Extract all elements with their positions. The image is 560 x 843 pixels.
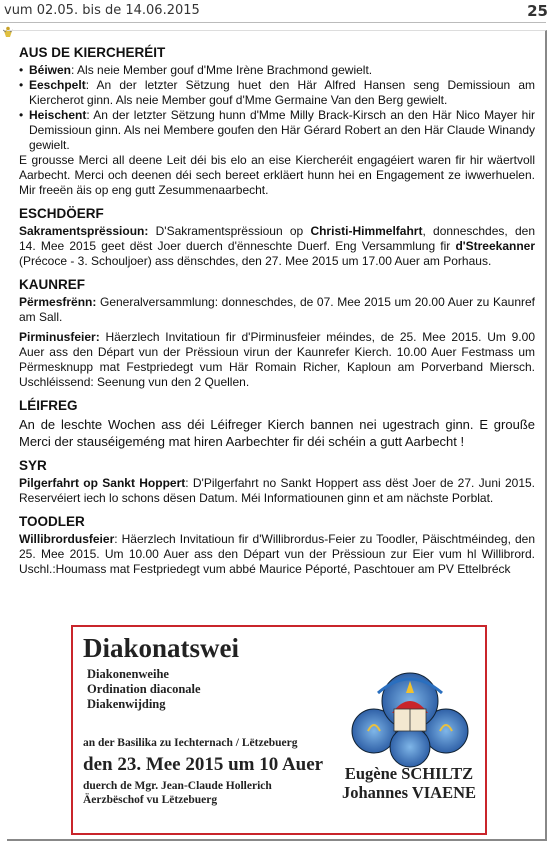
paragraph (19, 224, 535, 269)
paragraph (19, 532, 535, 577)
closing-text: E grousse Merci all deene Leit déi bis elo an eise Kiercheréit engagéiert waren fir hir wäertvoll Aarbecht. Merci och deenen déi sech bereet erkläert hunn hei en Engagement ze iwwerhuelen. Mir freeën äis op eng gutt Zesummenaarbecht. (19, 153, 535, 197)
section-title: LÉIFREG (19, 398, 78, 413)
ad-title: Diakonatswei (83, 633, 240, 663)
section-kaunref (19, 277, 535, 390)
paragraph-label: Willibrordusfeier (19, 532, 115, 546)
list-item (19, 78, 535, 108)
ad-candidates (339, 764, 479, 802)
paragraph: An de leschte Wochen ass déi Léifreger Kierch bannen nei ugestrach ginn. E grouße Merci der stauséigeméng mat hiren Aarbechter fir déi schéin a gutt Aarbecht ! (19, 417, 535, 449)
paragraph-label: Përmesfrënn: (19, 295, 97, 309)
date-range: vum 02.05. bis de 14.06.2015 (4, 3, 200, 18)
ad-officiant (83, 779, 272, 807)
item-text: : An der letzter Sëtzung huet den Här Alfred Hansen seng Demissioun am Kiercherot ginn. Als neie Member gouf d'Mme Germaine Van den Berg gewielt. (29, 78, 535, 107)
paragraph (19, 476, 535, 506)
section-leifreg (19, 398, 535, 450)
section-eschdoerf (19, 206, 535, 269)
page-header (0, 0, 560, 22)
section-syr (19, 458, 535, 506)
item-text: : An der letzter Sëtzung hunn d'Mme Milly Brack-Kirsch an den Här Nico Mayer hir Demissioun ginn. Als nei Membere goufen den Här Gérard Robert an den Här Claude Winandy gewielt. (29, 108, 535, 152)
section-toodler (19, 514, 535, 577)
section-title: AUS DE KIERCHERÉIT (19, 45, 166, 60)
ad-subtitle: Diakonenweihe (87, 667, 169, 681)
page-number: 25 (527, 2, 548, 20)
text-run: (Précoce - 3. Schouljoer) ass dënschdes, den 27. Mee 2015 um 17.00 Auer am Porhaus. (19, 254, 492, 268)
section-title: ESCHDÖERF (19, 206, 104, 221)
list-item (19, 108, 535, 153)
ad-date: den 23. Mee 2015 um 10 Auer (83, 754, 324, 775)
paragraph-text: : Häerzlech Invitatioun fir d'Willibrordus-Feier zu Toodler, Päischtméindeg, den 25. Mee 2015. Um 10.00 Auer ass den Départ vun der Prëssioun zur Eier vum hl Willibrord. Uschl.:Houmass mat Festpriedegt vum abbé Maurice Péporté, Paschtouer am PV Ettelbréck (19, 532, 535, 576)
ad-subtitle: Diakenwijding (87, 697, 166, 711)
place-label: Heischent (29, 108, 87, 122)
paragraph (19, 330, 535, 390)
item-text: : Als neie Member gouf d'Mme Irène Brachmond gewielt. (71, 63, 373, 77)
candidate-name: Eugène SCHILTZ (344, 764, 474, 783)
page-content (19, 45, 535, 577)
place-label: Béiwen (29, 63, 72, 77)
paragraph-text: Generalversammlung: donneschdes, de 07. Mee 2015 um 20.00 Auer zu Kaunref am Sall. (19, 295, 535, 324)
section-kiercheret (19, 45, 535, 198)
section-title: SYR (19, 458, 47, 473)
candidate-name: Johannes VIAENE (341, 783, 477, 802)
paragraph-label: Sakramentsprëssioun: (19, 224, 149, 238)
ad-subtitle: Ordination diaconale (87, 682, 201, 696)
list-item (19, 63, 535, 78)
ad-officiant-line: duerch de Mgr. Jean-Claude Hollerich (83, 780, 272, 792)
paragraph (19, 295, 535, 325)
ad-officiant-line: Äerzbëschof vu Lëtzebuerg (83, 794, 218, 806)
text-run-bold: Christi-Himmelfahrt (310, 224, 423, 238)
place-label: Eeschpelt (29, 78, 86, 92)
text-run-bold: d'Streekanner (455, 239, 535, 253)
paragraph-text: Häerzlech Invitatioun fir d'Pirminusfeier méindes, de 25. Mee 2015. Um 9.00 Auer ass den Départ vun der Prëssioun virun der Kaunrefer Kierch. 10.00 Auer Festmass um Përmesknupp mat Festpriedegt vum Här Romain Richer, Kaploun am Porverband Miersch. Uschléissend: Seenung vun den 2 Quellen. (19, 330, 535, 389)
paragraph-label: Pilgerfahrt op Sankt Hoppert (19, 476, 186, 490)
header-divider (0, 22, 546, 23)
text-run: D'Sakramentsprëssioun op (148, 224, 311, 238)
ad-place: an der Basilika zu Iechternach / Lëtzebuerg (83, 737, 298, 749)
ad-subtitles (87, 667, 201, 712)
section-title: KAUNREF (19, 277, 85, 292)
paragraph-text: : D'Pilgerfahrt no Sankt Hoppert ass dëst Joer de 27. Juni 2015. Reservéiert iech lo schons dësen Datum. Méi Informatiounen ginn et am nächste Porblat. (19, 476, 535, 505)
member-list (19, 63, 535, 153)
paragraph-label: Pirminusfeier: (19, 330, 100, 344)
section-title: TOODLER (19, 514, 85, 529)
text-run: , donneschdes, den 14. Mee 2015 geet dëst Joer duerch d'ënneschte Duerf. Eng Versammlung fir (19, 224, 535, 253)
diaconate-logo-icon (348, 671, 472, 769)
diaconate-ad (71, 625, 487, 835)
